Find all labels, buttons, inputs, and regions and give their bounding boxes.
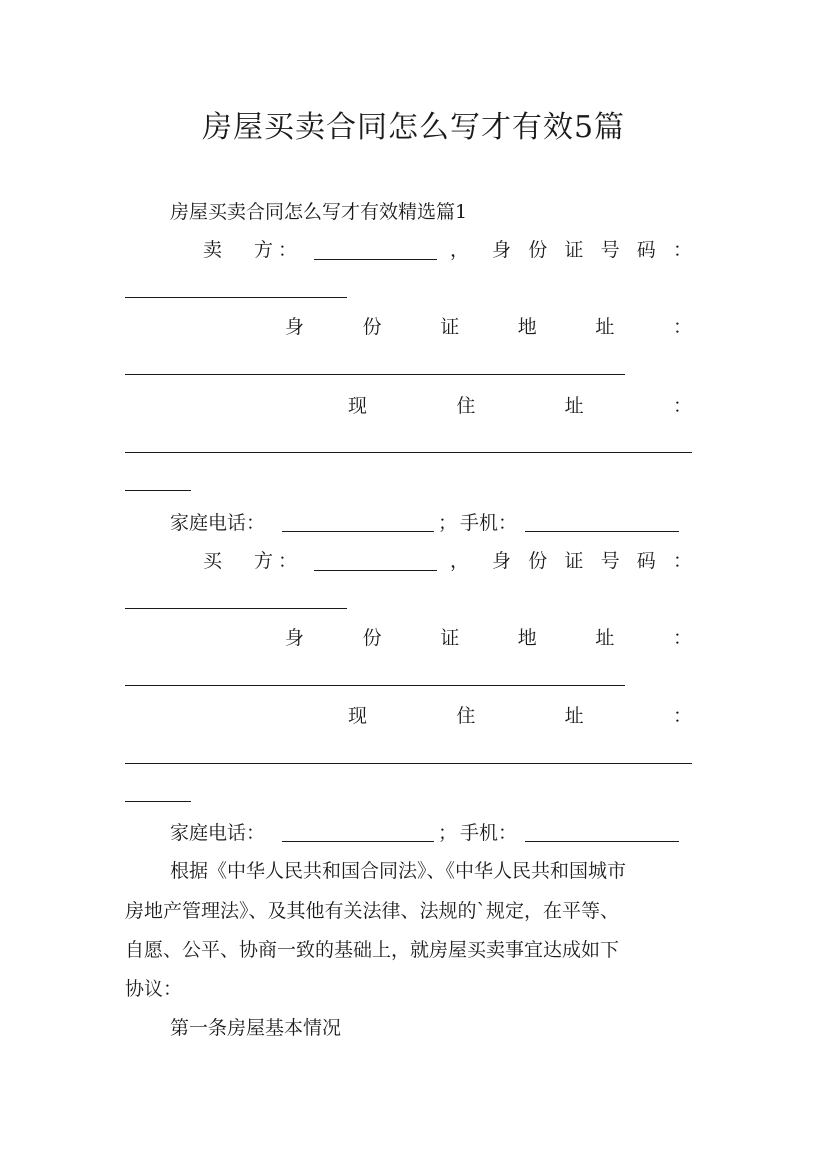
seller-phone-separator: ； [438,512,458,534]
seller-home-phone-blank[interactable] [282,531,434,532]
buyer-home-phone-label: 家庭电话： [170,822,266,844]
seller-current-address-blank-cont[interactable] [125,490,191,491]
seller-current-address-blank[interactable] [125,452,692,453]
seller-current-address-label: 现 住 址 ： [348,395,692,417]
body-paragraph-line-1: 根据《中华人民共和国合同法》、《中华人民共和国城市 [170,860,627,882]
buyer-party-label: 买 方 [203,550,273,572]
seller-name-blank[interactable] [314,259,437,260]
buyer-mobile-label: 手机： [460,822,518,844]
buyer-comma: ， [450,550,470,572]
buyer-home-phone-blank[interactable] [282,841,434,842]
body-paragraph-line-3: 自愿、公平、协商一致的基础上，就房屋买卖事宜达成如下 [125,939,620,961]
seller-id-address-blank[interactable] [125,374,625,375]
buyer-mobile-blank[interactable] [525,841,679,842]
buyer-id-address-blank[interactable] [125,685,625,686]
seller-party-label: 卖 方 [203,239,273,261]
seller-home-phone-label: 家庭电话： [170,512,266,534]
buyer-current-address-label: 现 住 址 ： [348,705,692,727]
buyer-current-address-blank[interactable] [125,763,692,764]
seller-mobile-label: 手机： [460,512,518,534]
section-heading-1: 第一条房屋基本情况 [170,1017,342,1039]
seller-mobile-blank[interactable] [525,531,679,532]
section-subtitle: 房屋买卖合同怎么写才有效精选篇1 [170,201,468,223]
seller-id-number-label: 身 份 证 号 码 ： [492,239,692,261]
seller-comma: ， [450,239,470,261]
buyer-current-address-blank-cont[interactable] [125,801,191,802]
seller-id-address-label: 身 份 证 地 址 ： [285,316,692,338]
document-title: 房屋买卖合同怎么写才有效5篇 [201,110,626,145]
buyer-phone-separator: ； [438,822,458,844]
buyer-name-blank[interactable] [314,570,437,571]
seller-id-number-blank[interactable] [125,297,347,298]
seller-party-colon: ： [278,239,298,261]
buyer-id-number-label: 身 份 证 号 码 ： [492,550,692,572]
buyer-id-address-label: 身 份 证 地 址 ： [285,627,692,649]
buyer-id-number-blank[interactable] [125,608,347,609]
buyer-party-colon: ： [278,550,298,572]
body-paragraph-line-4: 协议： [125,978,183,1000]
body-paragraph-line-2: 房地产管理法》、及其他有关法律、法规的`规定，在平等、 [125,900,620,922]
